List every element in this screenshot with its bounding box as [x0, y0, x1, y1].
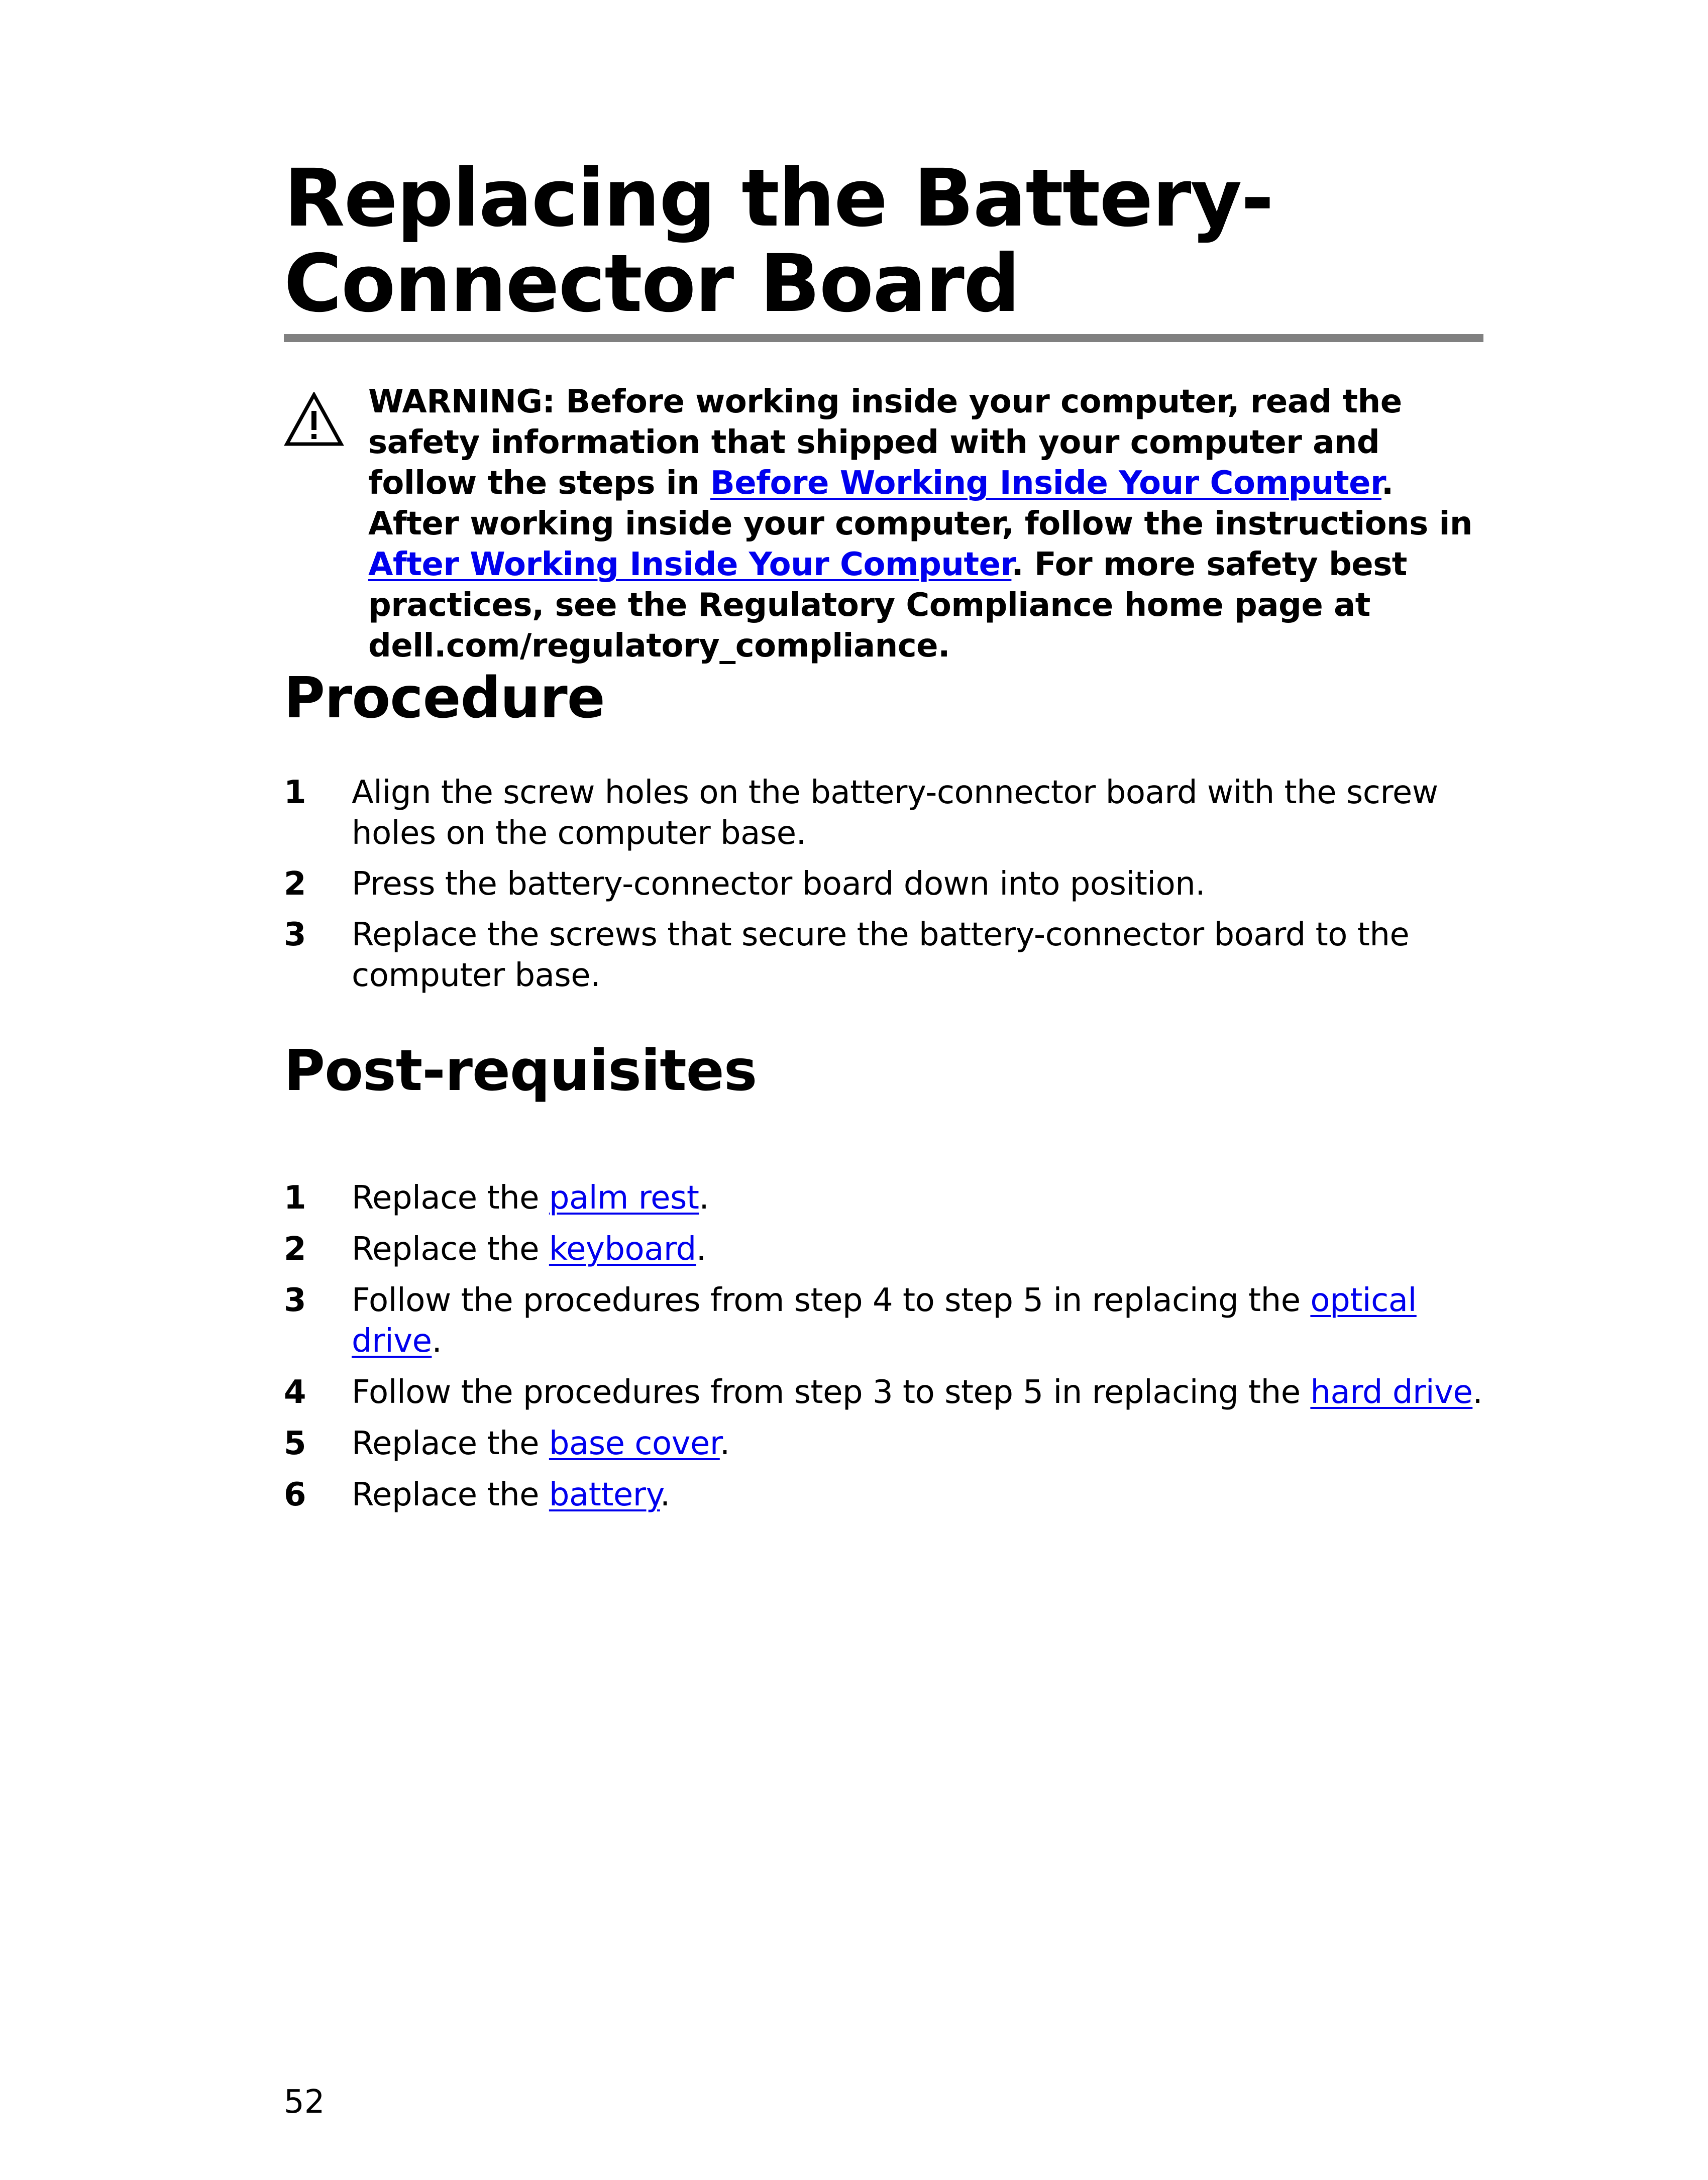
page-number: 52 [284, 2084, 325, 2121]
page-title-line-2: Connector Board [284, 238, 1019, 330]
post-requisites-heading: Post-requisites [284, 1038, 757, 1104]
procedure-heading: Procedure [284, 666, 605, 731]
warning-text [368, 382, 1491, 667]
list-item [284, 1229, 1489, 1270]
step-text: Replace the [352, 1179, 549, 1217]
step-text-end: . [696, 1231, 706, 1268]
before-working-inside-link[interactable]: Before Working Inside Your Computer [710, 465, 1381, 502]
step-text-end: . [699, 1179, 709, 1217]
base-cover-link[interactable]: base cover [549, 1425, 720, 1462]
step-text: Replace the [352, 1425, 549, 1462]
step-number: 6 [284, 1476, 306, 1513]
battery-link[interactable]: battery [549, 1476, 660, 1513]
step-text: Press the battery-connector board down into position. [352, 865, 1206, 903]
list-item [284, 1424, 1489, 1464]
step-number: 4 [284, 1374, 306, 1411]
warning-text-part-1: WARNING: Before working inside your computer, read the safety information that shipped with your computer and follow the steps in [368, 383, 1402, 502]
list-item [284, 864, 1489, 905]
procedure-steps-list [284, 773, 1489, 1006]
warning-triangle-icon [284, 392, 344, 447]
step-text-end: . [432, 1323, 442, 1360]
step-text: Replace the [352, 1231, 549, 1268]
step-text-end: . [660, 1476, 670, 1513]
step-number: 1 [284, 774, 306, 811]
step-text: Replace the [352, 1476, 549, 1513]
list-item [284, 915, 1489, 996]
step-number: 3 [284, 1282, 306, 1319]
hard-drive-link[interactable]: hard drive [1310, 1374, 1473, 1411]
warning-text-part-3: . For more safety best practices, see the Regulatory Compliance home page at dell.com/regulatory_compliance. [368, 546, 1407, 665]
page-title-line-1: Replacing the Battery- [284, 152, 1273, 245]
list-item [284, 1280, 1489, 1362]
title-underline-rule [284, 334, 1483, 342]
keyboard-link[interactable]: keyboard [549, 1231, 696, 1268]
step-text: Replace the screws that secure the battery-connector board to the computer base. [352, 916, 1410, 994]
step-text: Follow the procedures from step 4 to step 5 in replacing the [352, 1282, 1311, 1319]
after-working-inside-link[interactable]: After Working Inside Your Computer [368, 546, 1012, 583]
post-requisites-steps-list [284, 1178, 1489, 1526]
page-title [284, 152, 1489, 330]
step-number: 3 [284, 916, 306, 953]
list-item [284, 1178, 1489, 1219]
step-number: 5 [284, 1425, 306, 1462]
palm-rest-link[interactable]: palm rest [549, 1179, 699, 1217]
optical-drive-link[interactable]: optical drive [352, 1282, 1417, 1360]
warning-text-part-2: . After working inside your computer, follow the instructions in [368, 465, 1472, 542]
step-number: 1 [284, 1179, 306, 1217]
list-item [284, 1475, 1489, 1515]
list-item [284, 1372, 1489, 1413]
step-text-end: . [719, 1425, 730, 1462]
list-item [284, 773, 1489, 854]
step-text: Align the screw holes on the battery-connector board with the screw holes on the computer base. [352, 774, 1438, 852]
step-text-end: . [1472, 1374, 1483, 1411]
step-number: 2 [284, 1231, 306, 1268]
step-text: Follow the procedures from step 3 to step 5 in replacing the [352, 1374, 1311, 1411]
step-number: 2 [284, 865, 306, 903]
